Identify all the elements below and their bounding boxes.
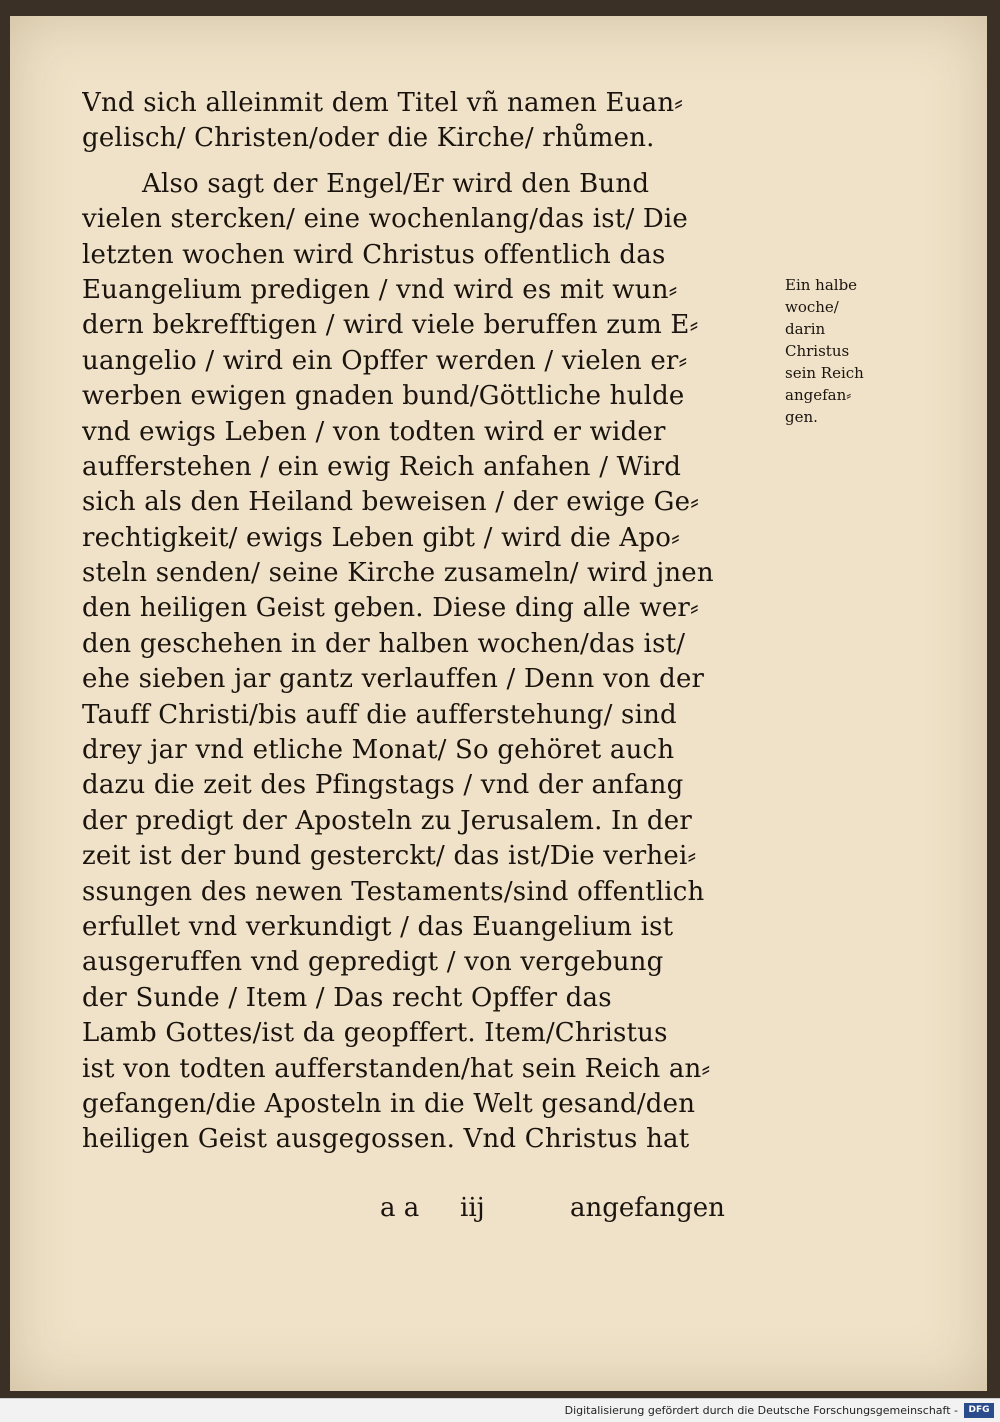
text-line: Lamb Gottes/ist da geopffert. Item/Christus [82,1018,668,1049]
text-line: erfullet vnd verkundigt / das Euangelium ist [82,911,674,942]
text-line: vielen stercken/ eine wochenlang/das ist/ Die [82,204,689,235]
text-line: Tauff Christi/bis auff die aufferstehung/ sind [82,699,677,730]
text-line: rechtigkeit/ ewigs Leben gibt / wird die Apo⸗ [82,522,680,553]
margin-note-line: angefan⸗ [785,386,852,404]
text-line: drey jar vnd etliche Monat/ So gehöret auch [82,735,675,766]
text-line: gefangen/die Aposteln in die Welt gesand/den [82,1088,696,1119]
text-line: den heiligen Geist geben. Diese ding alle wer⸗ [82,593,699,624]
text-line: vnd ewigs Leben / von todten wird er wider [82,416,666,447]
text-line: uangelio / wird ein Opffer werden / vielen er⸗ [82,345,688,376]
text-line: sich als den Heiland beweisen / der ewige Ge⸗ [82,487,700,518]
margin-note-line: darin [785,320,826,338]
text-line: ssungen des newen Testaments/sind offentlich [82,876,705,907]
text-line: heiligen Geist ausgegossen. Vnd Christus hat [82,1124,690,1155]
text-line: Also sagt der Engel/Er wird den Bund [142,168,650,199]
catchword: angefangen [570,1193,725,1223]
text-line: Vnd sich alleinmit dem Titel vñ namen Euan⸗ [82,88,684,118]
text-line: der Sunde / Item / Das recht Opffer das [82,982,612,1013]
text-line: ehe sieben jar gantz verlauffen / Denn von der [82,664,705,695]
signature-mark: a a [380,1193,420,1223]
text-line: steln senden/ seine Kirche zusameln/ wird jnen [82,558,714,589]
text-line: werben ewigen gnaden bund/Göttliche hulde [82,381,685,412]
paragraph-gap [82,157,782,167]
text-line: dazu die zeit des Pfingstags / vnd der anfang [82,770,684,801]
margin-note-line: Christus [785,342,850,360]
text-line: ausgeruffen vnd gepredigt / von vergebung [82,947,664,978]
footer-bar [0,1398,1000,1422]
margin-note-line: sein Reich [785,364,864,382]
marginal-note [785,274,905,428]
text-line: zeit ist der bund gesterckt/ das ist/Die verhei⸗ [82,841,697,872]
signature-number: iij [460,1193,485,1223]
text-line: letzten wochen wird Christus offentlich das [82,239,666,270]
text-line: den geschehen in der halben wochen/das ist/ [82,628,686,659]
text-line: gelisch/ Christen/oder die Kirche/ rhůmen. [82,123,655,154]
book-page [10,16,987,1391]
text-line: Euangelium predigen / vnd wird es mit wun⸗ [82,274,678,305]
text-line: ist von todten aufferstanden/hat sein Reich an⸗ [82,1053,711,1084]
signature-line [0,1193,1000,1233]
text-line: der predigt der Aposteln zu Jerusalem. In der [82,805,692,836]
text-line: dern bekrefftigen / wird viele beruffen zum E⸗ [82,310,699,341]
margin-note-line: gen. [785,408,818,426]
margin-note-line: Ein halbe [785,276,858,294]
main-text-block [82,86,782,1158]
margin-note-line: woche/ [785,298,839,316]
funding-note: Digitalisierung gefördert durch die Deutsche Forschungsgemeinschaft - [564,1404,958,1417]
dfg-logo: DFG [964,1403,994,1418]
text-line: aufferstehen / ein ewig Reich anfahen / Wird [82,451,682,482]
